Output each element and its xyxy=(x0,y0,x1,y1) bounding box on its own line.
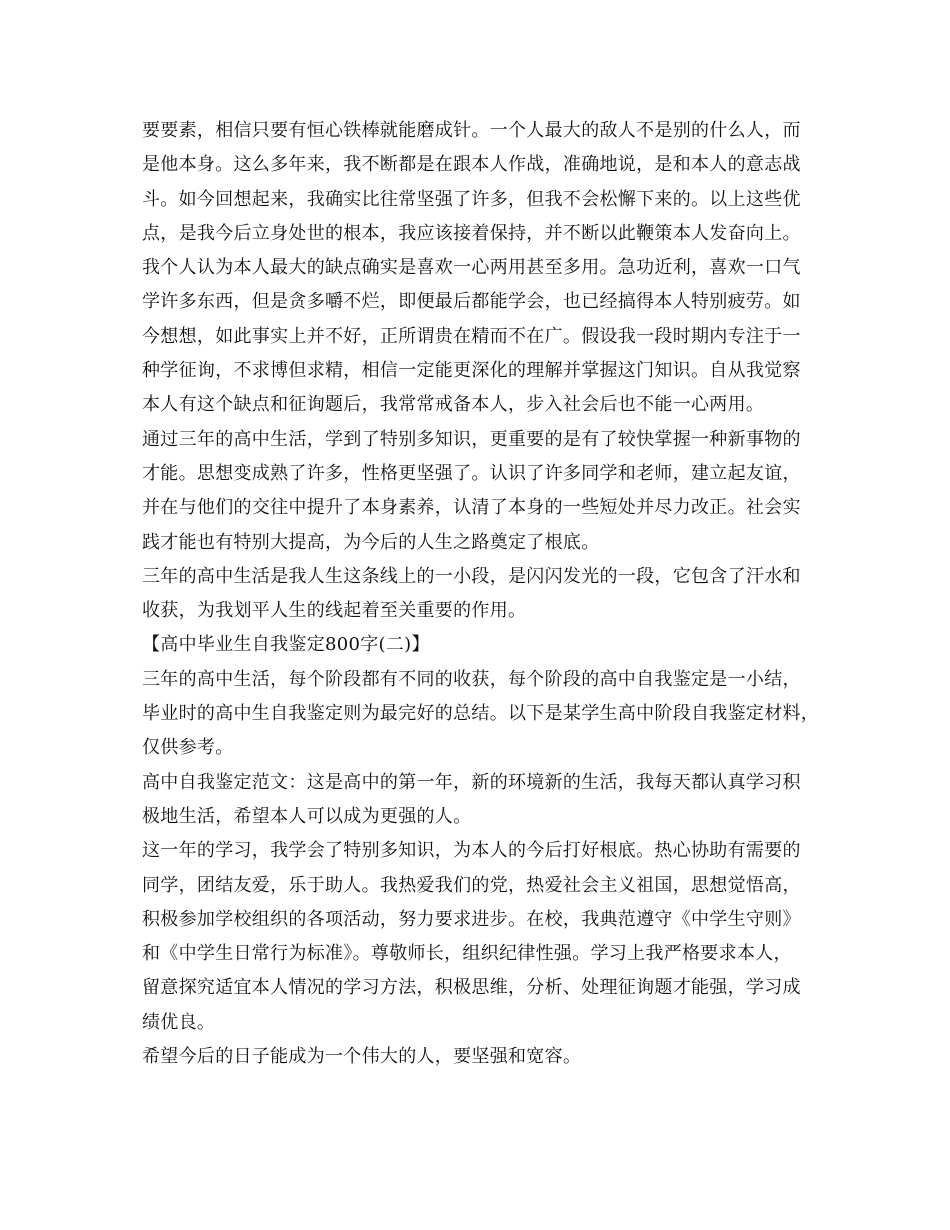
text-line: 三年的高中生活，每个阶段都有不同的收获，每个阶段的高中自我鉴定是一小结， xyxy=(142,668,801,690)
text-line: 才能。思想变成熟了许多，性格更坚强了。认识了许多同学和老师，建立起友谊， xyxy=(142,462,801,484)
text-line: 学许多东西，但是贪多嚼不烂，即便最后都能学会，也已经搞得本人特别疲劳。如 xyxy=(142,291,801,313)
text-line: 是他本身。这么多年来，我不断都是在跟本人作战，准确地说，是和本人的意志战 xyxy=(142,154,801,176)
text-line: 绩优良。 xyxy=(142,1011,216,1033)
text-line: 要要素，相信只要有恒心铁棒就能磨成针。一个人最大的敌人不是别的什么人，而 xyxy=(142,120,801,141)
text-line: 通过三年的高中生活，学到了特别多知识，更重要的是有了较快掌握一种新事物的 xyxy=(142,428,801,450)
text-line: 践才能也有特别大提高，为今后的人生之路奠定了根底。 xyxy=(142,531,600,553)
text-line: 今想想，如此事实上并不好，正所谓贵在精而不在广。假设我一段时期内专注于一 xyxy=(142,325,801,347)
text-line: 希望今后的日子能成为一个伟大的人，要坚强和宽容。 xyxy=(142,1046,582,1068)
text-line: 和《中学生日常行为标准》。尊敬师长，组织纪律性强。学习上我严格要求本人， xyxy=(142,943,792,965)
text-line: 我个人认为本人最大的缺点确实是喜欢一心两用甚至多用。急功近利，喜欢一口气 xyxy=(142,257,801,279)
text-line: 种学征询，不求博但求精，相信一定能更深化的理解并掌握这门知识。自从我觉察 xyxy=(142,360,801,382)
text-line: 积极参加学校组织的各项活动，努力要求进步。在校，我典范遵守《中学生守则》 xyxy=(142,908,801,930)
text-line: 仅供参考。 xyxy=(142,737,234,759)
text-line: 斗。如今回想起来，我确实比往常坚强了许多，但我不会松懈下来的。以上这些优 xyxy=(142,188,801,210)
text-line: 本人有这个缺点和征询题后，我常常戒备本人，步入社会后也不能一心两用。 xyxy=(142,394,765,416)
text-line: 这一年的学习，我学会了特别多知识，为本人的今后打好根底。热心协助有需要的 xyxy=(142,840,801,862)
text-line: 极地生活，希望本人可以成为更强的人。 xyxy=(142,805,472,827)
text-line: 并在与他们的交往中提升了本身素养，认清了本身的一些短处并尽力改正。社会实 xyxy=(142,497,801,519)
text-line: 同学，团结友爱，乐于助人。我热爱我们的党，热爱社会主义祖国，思想觉悟高， xyxy=(142,874,801,896)
text-line: 三年的高中生活是我人生这条线上的一小段，是闪闪发光的一段，它包含了汗水和 xyxy=(142,565,801,587)
section-heading: 【高中毕业生自我鉴定800字(二)】 xyxy=(142,634,430,656)
text-line: 点，是我今后立身处世的根本，我应该接着保持，并不断以此鞭策本人发奋向上。 xyxy=(142,222,801,244)
text-line: 毕业时的高中生自我鉴定则为最完好的总结。以下是某学生高中阶段自我鉴定材料， xyxy=(142,703,820,725)
text-line: 收获，为我划平人生的线起着至关重要的作用。 xyxy=(142,600,527,622)
text-line: 留意探究适宜本人情况的学习方法，积极思维，分析、处理征询题才能强，学习成 xyxy=(142,977,801,999)
text-line: 高中自我鉴定范文：这是高中的第一年，新的环境新的生活，我每天都认真学习积 xyxy=(142,771,801,793)
document-body xyxy=(142,114,832,1074)
